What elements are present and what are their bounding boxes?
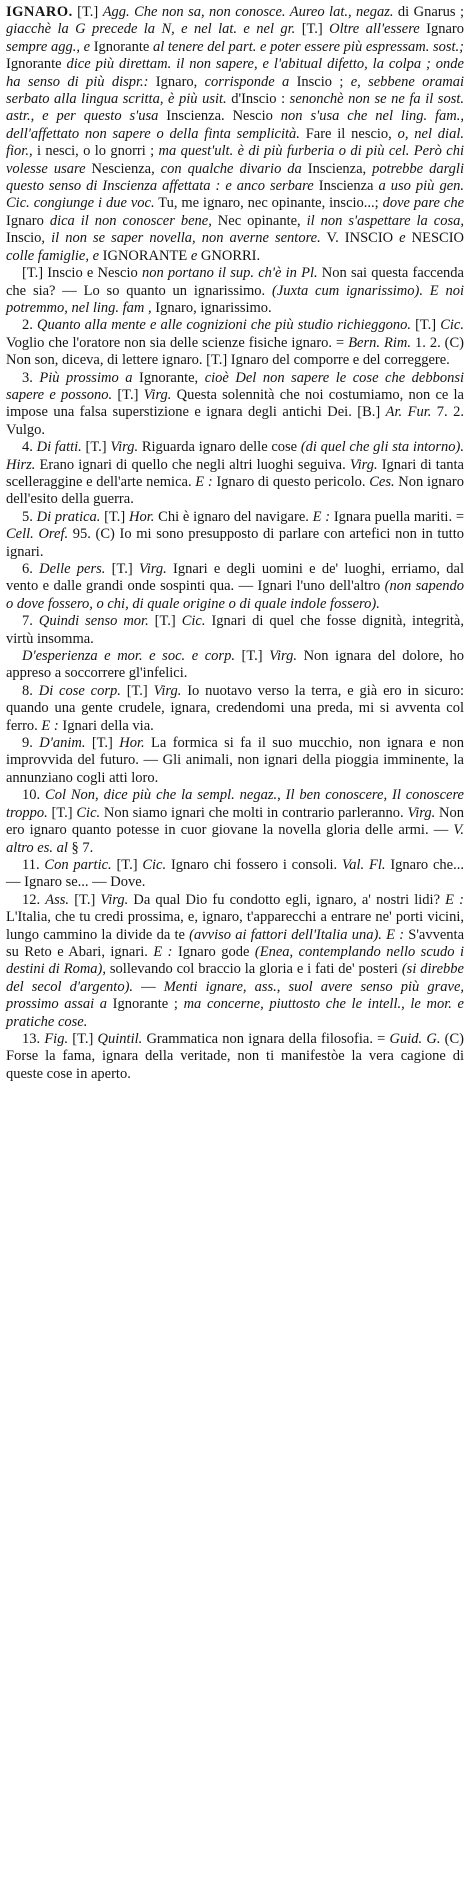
- text-run: [T.]: [148, 613, 182, 630]
- text-run: Virg.: [110, 439, 139, 456]
- text-run: Ignorante: [6, 56, 67, 73]
- text-run: [T.] Inscio e Nescio: [22, 265, 142, 282]
- text-run: Ignaro: [6, 212, 50, 229]
- text-run: Quintil.: [97, 1030, 143, 1047]
- text-run: Inscienza,: [301, 160, 373, 177]
- text-run: e: [190, 247, 198, 264]
- text-run: 3.: [22, 369, 40, 386]
- entry-paragraph-p1: [6, 265, 464, 317]
- text-run: § 7.: [67, 839, 94, 856]
- text-run: D'esperienza e mor. e soc. e corp.: [22, 648, 235, 665]
- entry-paragraph-p4: [6, 439, 464, 509]
- text-run: GNORRI.: [197, 247, 261, 264]
- text-run: Menti ignare, ass., suol avere senso più grave, prossimo assai a: [6, 978, 465, 1013]
- text-run: Erano ignari di quello che negli altri luoghi seguiva.: [35, 456, 350, 473]
- entry-paragraph-p7b: [6, 648, 464, 683]
- text-run: colle famiglie, e: [6, 247, 100, 264]
- text-run: (Enea, contemplando nello scudo i destini di Roma),: [6, 943, 465, 978]
- entry-paragraph-p5: [6, 509, 464, 561]
- text-run: Non sai questa faccenda che sia? — Lo so quanto un ignarissimo.: [6, 265, 464, 299]
- text-run: a uso più gen.: [378, 178, 465, 195]
- text-run: E :: [195, 473, 213, 490]
- text-run: Virg.: [138, 561, 167, 577]
- text-run: Ignara puella mariti. =: [330, 508, 465, 525]
- text-run: Virg.: [143, 386, 172, 403]
- text-run: Cic.: [142, 856, 167, 873]
- text-run: Ar. Fur.: [385, 404, 432, 421]
- text-run: 7. 2. Vulgo.: [6, 404, 464, 438]
- text-run: o, nel dial. fior.,: [6, 125, 464, 160]
- entry-paragraph-p0: [6, 4, 464, 265]
- text-run: con qualche divario da: [160, 160, 302, 177]
- entry-paragraph-p10: [6, 787, 464, 857]
- text-run: Nec opinante,: [211, 212, 307, 229]
- text-run: dica il non conoscer bene,: [49, 212, 212, 229]
- text-run: E :: [312, 508, 331, 525]
- text-run: 1. 2. (C) Non son, diceva, di lettere ignaro. [T.] Ignaro del comporre e del correggere.: [6, 334, 464, 369]
- text-run: V. INSCIO: [320, 230, 400, 247]
- text-run: Ignari di tanta scelleraggine e dell'arte nemica.: [6, 456, 464, 490]
- text-run: Ignaro gode: [172, 943, 255, 960]
- text-run: Ass.: [45, 891, 70, 908]
- text-run: NESCIO: [405, 230, 465, 247]
- text-run: Nescienza,: [85, 160, 161, 177]
- text-run: Fig.: [44, 1030, 69, 1047]
- text-run: Delle pers.: [39, 561, 106, 577]
- text-run: Fare il nescio,: [299, 125, 398, 142]
- entry-paragraph-p12: [6, 892, 464, 1031]
- entry-paragraph-p8: [6, 683, 464, 735]
- text-run: D'anim.: [39, 735, 86, 752]
- text-run: Tu, me ignaro, nec opinante, inscio...;: [154, 195, 383, 212]
- text-run: [T.]: [68, 1030, 98, 1047]
- text-run: Chi è ignaro del navigare.: [154, 508, 313, 525]
- text-run: Di pratica.: [36, 508, 101, 525]
- text-run: (si direbbe del secol d'argento).: [6, 961, 464, 995]
- text-run: [T.]: [105, 561, 139, 577]
- text-run: [T.]: [234, 648, 270, 665]
- text-run: Virg.: [100, 891, 129, 908]
- text-run: 8.: [22, 682, 39, 699]
- text-run: [T.]: [100, 508, 130, 525]
- text-run: Non ero ignaro quanto potesse in cuor giovane la novella gloria delle armi. —: [6, 804, 464, 839]
- text-run: Io nuotavo verso la terra, e già ero in sicuro: quando una gente crudele, ignara, credendomi una preda, mi si avventa col ferro.: [6, 682, 464, 734]
- text-run: Inscio ;: [289, 73, 351, 90]
- text-run: Cic.: [181, 613, 206, 630]
- entry-paragraph-p6: [6, 561, 464, 613]
- text-run: Non ignaro dell'esito della guerra.: [6, 473, 465, 508]
- text-run: Con partic.: [44, 856, 112, 873]
- text-run: Ignari di quel che fosse dignità, integrità, virtù insomma.: [6, 613, 464, 647]
- text-run: Ces.: [369, 473, 395, 490]
- text-run: di Gnarus ;: [393, 4, 464, 20]
- text-run: Da qual Dio fu condotto egli, ignaro, a' nostri lidi?: [128, 891, 446, 908]
- text-run: Ignari e degli uomini e de' luoghi, erriamo, dal vento e dalle grandi onde sospinti qua. — Ignari l'uno dell'altro: [6, 561, 465, 595]
- text-run: E :: [445, 891, 465, 908]
- text-run: Cic.: [6, 195, 30, 212]
- text-run: il non se saper novella, non averne sentore.: [51, 230, 321, 247]
- text-run: Non siamo ignari che molti in contrario parleranno.: [100, 804, 408, 821]
- text-run: Virg.: [269, 648, 297, 665]
- text-run: IGNORANTE: [99, 247, 191, 264]
- text-run: 95. (C) Io mi sono presupposto di parlare con artefici non in tutto ignari.: [6, 526, 464, 560]
- text-run: [T.]: [85, 735, 120, 752]
- text-run: Inscienza: [313, 178, 379, 195]
- text-run: Voglio che l'oratore non sia delle scienze fisiche ignaro. =: [6, 334, 349, 351]
- text-run: Più prossimo a: [39, 369, 133, 386]
- text-run: Ignorante: [90, 38, 153, 55]
- text-run: E :: [41, 717, 59, 734]
- text-run: Inscio,: [6, 230, 52, 247]
- text-run: (C) Forse la fama, ignara della veritade, non ti manifestòe la vera cagione di queste cose in aperto.: [6, 1030, 464, 1082]
- text-run: Ignorante ;: [107, 996, 184, 1013]
- text-run: giacchè la G precede la N, e nel lat. e nel gr.: [6, 21, 296, 38]
- text-run: corrisponde a: [204, 73, 290, 90]
- text-run: 7.: [22, 613, 39, 630]
- text-run: sempre agg., e: [6, 38, 91, 55]
- text-run: Ignaro: [419, 21, 464, 38]
- entry-paragraph-p7: [6, 613, 464, 648]
- text-run: [T.]: [111, 856, 143, 873]
- text-run: [T.]: [120, 682, 154, 699]
- text-run: 9.: [22, 735, 40, 752]
- text-run: i nesci, o lo gnorri ;: [32, 143, 159, 160]
- text-run: S'avventa su Reto e Abari, ignari.: [6, 926, 465, 960]
- text-run: Hor.: [129, 508, 155, 525]
- text-run: Ignaro di questo pericolo.: [212, 473, 370, 490]
- text-run: Inscienza. Nescio: [158, 108, 281, 125]
- text-run: cioè Del non sapere le cose che debbonsi sapere e possono.: [6, 369, 465, 403]
- text-run: Riguarda ignaro delle cose: [138, 439, 301, 456]
- text-run: Ignaro,: [148, 73, 205, 90]
- text-run: Questa solennità che noi costumiamo, non ce la impose una falsa superstizione e ignara degli antichi Dei. [B.]: [6, 386, 464, 421]
- text-run: Cic.: [76, 804, 101, 821]
- text-run: 13.: [22, 1030, 45, 1047]
- text-run: Ignaro chi fossero i consoli.: [166, 856, 343, 873]
- text-run: Bern. Rim.: [348, 334, 411, 351]
- text-run: non portano il sup. ch'è in Pl.: [141, 265, 318, 282]
- entry-paragraph-p2: [6, 317, 464, 369]
- text-run: 11.: [22, 856, 45, 873]
- text-run: Quanto alla mente e alle cognizioni che più studio richieggono.: [36, 317, 411, 334]
- text-run: Col Non, dice più che la sempl. negaz., Il ben conoscere, Il conoscere troppo.: [6, 787, 464, 821]
- text-run: Di fatti.: [36, 439, 82, 456]
- text-run: (di quel che gli sta intorno). Hirz.: [6, 439, 465, 473]
- text-run: [T.]: [295, 21, 330, 38]
- text-run: Cell. Oref.: [6, 526, 69, 543]
- text-run: potrebbe dargli questo senso di Inscienza affettata : e anco serbare: [6, 160, 464, 195]
- text-run: Cic.: [440, 317, 464, 334]
- text-run: —: [133, 978, 164, 995]
- text-run: Ignorante,: [132, 369, 205, 386]
- text-run: [T.]: [72, 4, 103, 20]
- text-run: [T.]: [81, 439, 111, 456]
- text-run: ma quest'ult. è di più furberia o di più cel. Però chi volesse usare: [6, 143, 464, 177]
- text-run: [T.]: [47, 804, 77, 821]
- text-run: Virg.: [407, 804, 436, 821]
- text-run: 10.: [22, 787, 46, 804]
- text-run: e, sebbene oramai serbato alla lingua scritta, è più usit.: [6, 73, 465, 108]
- text-run: Ignari della via.: [58, 717, 154, 734]
- text-run: (Juxta cum ignarissimo). E noi potremmo, nel ling. fam ,: [6, 282, 464, 316]
- text-run: 6.: [22, 561, 40, 577]
- text-run: congiunge i due voc.: [33, 195, 155, 212]
- text-run: 4.: [22, 439, 37, 456]
- text-run: 5.: [22, 508, 37, 525]
- text-run: Val. Fl.: [342, 856, 386, 873]
- text-run: dove pare che: [382, 195, 465, 212]
- text-run: Guid. G.: [389, 1030, 441, 1047]
- text-run: Di cose corp.: [38, 682, 121, 699]
- text-run: il non s'aspettare la cosa,: [306, 212, 464, 229]
- text-run: (avviso ai fattori dell'Italia una). E :: [189, 926, 405, 943]
- text-run: d'Inscio :: [226, 91, 290, 108]
- text-run: dice più direttam. il non sapere, e l'abitual difetto, la colpa ; onde ha senso di più dispr.:: [6, 56, 464, 90]
- text-run: Agg. Che non sa, non conosce. Aureo lat., negaz.: [102, 4, 394, 20]
- text-run: La formica si fa il suo mucchio, non ignara e non improvvida del futuro. — Gli animali, non ignari della pioggia imminente, la annunziano cogli atti loro.: [6, 735, 464, 786]
- text-run: Hor.: [119, 735, 145, 752]
- text-run: V. altro es. al: [6, 822, 464, 856]
- text-run: ma concerne, piuttosto che le intell., le mor. e pratiche cose.: [6, 996, 464, 1030]
- entry-paragraph-p9: [6, 735, 464, 787]
- text-run: senonchè non se ne fa il sost. astr., e per questo s'usa: [6, 91, 464, 125]
- text-run: e: [399, 230, 406, 247]
- text-run: al tenere del part. e poter essere più espressam. sost.;: [152, 38, 465, 55]
- text-run: Virg.: [153, 682, 182, 699]
- text-run: 12.: [22, 891, 46, 908]
- entry-paragraph-p11: [6, 857, 464, 892]
- entry-paragraph-p3: [6, 370, 464, 440]
- text-run: non s'usa che nel ling. fam., dell'affettato non sapere o della finta semplicità.: [6, 108, 465, 142]
- text-run: Virg.: [349, 456, 378, 473]
- text-run: Quindi senso mor.: [38, 613, 149, 630]
- text-run: [T.]: [410, 317, 441, 334]
- text-run: Ignaro che... — Ignaro se... — Dove.: [6, 856, 464, 891]
- text-run: sollevando col braccio la gloria e i fati de' posteri: [106, 961, 402, 978]
- text-run: Grammatica non ignara della filosofia. =: [142, 1030, 390, 1047]
- text-run: Oltre all'essere: [329, 21, 420, 38]
- dictionary-entry-ignaro: [6, 4, 464, 1083]
- text-run: E :: [153, 943, 173, 960]
- text-run: Non ignara del dolore, ho appreso a soccorrere gl'infelici.: [6, 648, 464, 682]
- text-run: [T.]: [112, 386, 144, 403]
- text-run: [T.]: [69, 891, 101, 908]
- text-run: 2.: [22, 317, 37, 334]
- entry-paragraph-p13: [6, 1031, 464, 1083]
- text-run: Ignaro, ignarissimo.: [151, 299, 272, 316]
- text-run: L'Italia, che tu credi prossima, e, ignaro, t'apparecchi a entrare ne' porti vicini, lungo cammino la divide da te: [6, 909, 464, 943]
- text-run: (non sapendo o dove fossero, o chi, di quale origine o di quale indole fossero).: [6, 578, 464, 612]
- headword: IGNARO.: [6, 4, 73, 20]
